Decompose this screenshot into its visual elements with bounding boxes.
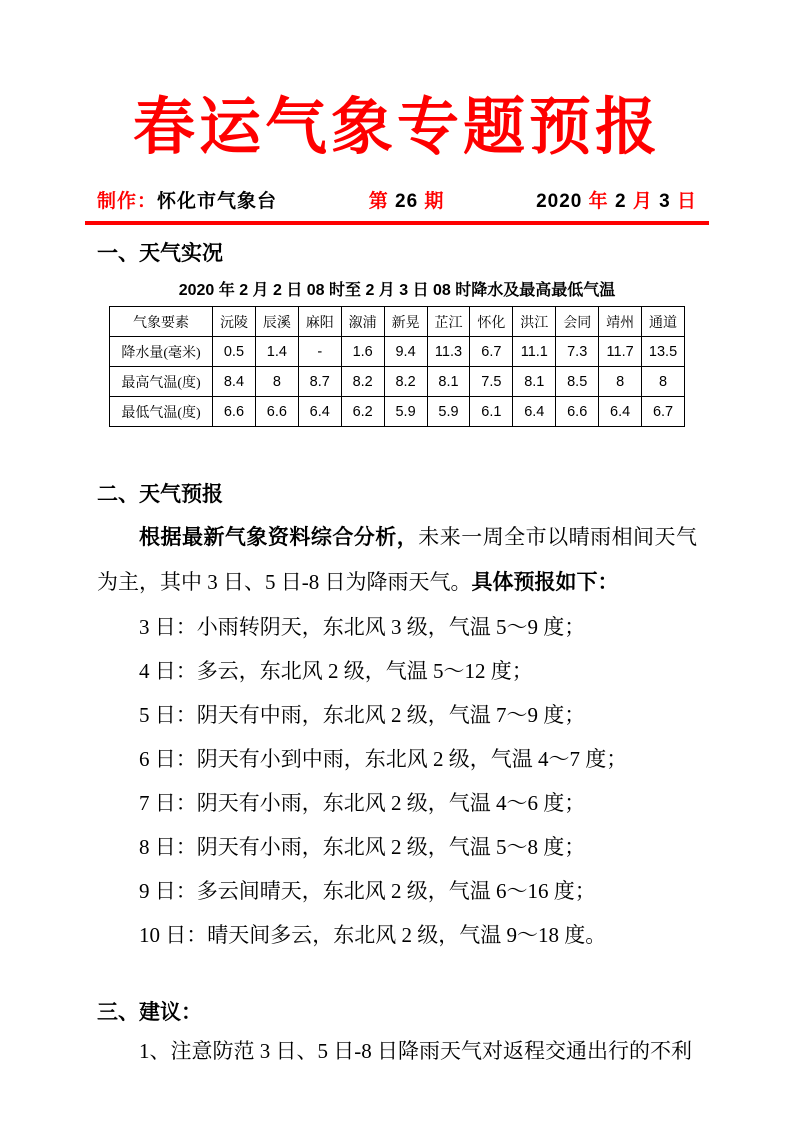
date-year-unit: 年 [588, 190, 609, 212]
table-cell: 0.5 [213, 337, 256, 367]
forecast-day-3: 3 日：小雨转阴天，东北风 3 级，气温 5～9 度； [139, 615, 586, 640]
table-cell: 8.2 [341, 367, 384, 397]
table-cell: 8 [642, 367, 685, 397]
forecast-intro-normal: 未来一周全市以晴雨相间天气为主，其中 3 日、5 日-8 日为降雨天气。 [97, 525, 698, 595]
table-header-cell: 会同 [556, 307, 599, 337]
table-header-cell: 辰溪 [255, 307, 298, 337]
section-3-heading: 三、建议： [97, 1001, 202, 1025]
table-cell: 8.4 [213, 367, 256, 397]
date-day-unit: 日 [676, 190, 697, 212]
table-cell: 11.1 [513, 337, 556, 367]
section-2-heading: 二、天气预报 [97, 483, 223, 507]
table-header-cell: 洪江 [513, 307, 556, 337]
meta-date [536, 186, 697, 213]
suggestion-item-1: 1、注意防范 3 日、5 日-8 日降雨天气对返程交通出行的不利 [139, 1038, 692, 1063]
table-cell: 6.2 [341, 397, 384, 427]
table-cell: 6.1 [470, 397, 513, 427]
table-cell: 11.7 [599, 337, 642, 367]
table-header-cell: 靖州 [599, 307, 642, 337]
forecast-day-4: 4 日：多云，东北风 2 级，气温 5～12 度； [139, 659, 533, 684]
table-header-cell: 溆浦 [341, 307, 384, 337]
table-cell: 6.4 [513, 397, 556, 427]
forecast-day-9: 9 日：多云间晴天，东北风 2 级，气温 6～16 度； [139, 879, 596, 904]
forecast-day-5: 5 日：阴天有中雨，东北风 2 级，气温 7～9 度； [139, 703, 586, 728]
table-header-row [110, 307, 685, 337]
table-header-cell: 气象要素 [110, 307, 213, 337]
table-cell: 6.6 [556, 397, 599, 427]
table-cell: 5.9 [384, 397, 427, 427]
section-1-heading: 一、天气实况 [97, 241, 223, 265]
red-divider [85, 221, 709, 225]
meta-issue [369, 186, 445, 213]
table-cell: 8.1 [513, 367, 556, 397]
table-header-cell: 怀化 [470, 307, 513, 337]
table-header-cell: 芷江 [427, 307, 470, 337]
table-row-min-temp [110, 397, 685, 427]
table-cell: 8.1 [427, 367, 470, 397]
table-cell: 9.4 [384, 337, 427, 367]
forecast-intro [97, 515, 697, 605]
row-label: 最高气温(度) [110, 367, 213, 397]
row-label: 最低气温(度) [110, 397, 213, 427]
table-header-cell: 麻阳 [298, 307, 341, 337]
forecast-day-8: 8 日：阴天有小雨，东北风 2 级，气温 5～8 度； [139, 835, 586, 860]
table-row-precipitation [110, 337, 685, 367]
table-cell: 11.3 [427, 337, 470, 367]
maker-value: 怀化市气象台 [157, 190, 278, 212]
table-cell: 6.4 [599, 397, 642, 427]
meta-row [97, 186, 697, 213]
table-cell: 6.6 [213, 397, 256, 427]
date-month: 2 [614, 190, 627, 212]
forecast-day-7: 7 日：阴天有小雨，东北风 2 级，气温 4～6 度； [139, 791, 586, 816]
forecast-day-10: 10 日：晴天间多云，东北风 2 级，气温 9～18 度。 [139, 923, 607, 948]
table-cell: 6.7 [642, 397, 685, 427]
table-cell: 8.7 [298, 367, 341, 397]
date-month-unit: 月 [632, 190, 653, 212]
date-year: 2020 [536, 190, 583, 212]
table-cell: 8.2 [384, 367, 427, 397]
meta-maker [97, 186, 277, 213]
table-header-cell: 沅陵 [213, 307, 256, 337]
table-row-max-temp [110, 367, 685, 397]
table-cell: 1.4 [255, 337, 298, 367]
table-cell: 8 [255, 367, 298, 397]
table-cell: 6.7 [470, 337, 513, 367]
table-cell: 8.5 [556, 367, 599, 397]
table-cell: - [298, 337, 341, 367]
issue-number: 26 [395, 190, 419, 212]
table-header-cell: 新晃 [384, 307, 427, 337]
table-title: 2020 年 2 月 2 日 08 时至 2 月 3 日 08 时降水及最高最低气温 [178, 282, 616, 300]
table-cell: 5.9 [427, 397, 470, 427]
row-label: 降水量(毫米) [110, 337, 213, 367]
forecast-intro-bold: 根据最新气象资料综合分析， [139, 526, 419, 550]
document-title: 春运气象专题预报 [132, 94, 661, 162]
table-cell: 7.5 [470, 367, 513, 397]
table-cell: 6.4 [298, 397, 341, 427]
issue-prefix: 第 [368, 190, 389, 212]
table-header-cell: 通道 [642, 307, 685, 337]
table-cell: 7.3 [556, 337, 599, 367]
date-day: 3 [659, 190, 671, 212]
forecast-day-6: 6 日：阴天有小到中雨，东北风 2 级，气温 4～7 度； [139, 747, 628, 772]
table-cell: 6.6 [255, 397, 298, 427]
maker-label: 制作： [97, 190, 158, 212]
table-cell: 13.5 [642, 337, 685, 367]
table-cell: 1.6 [341, 337, 384, 367]
weather-table [109, 306, 685, 427]
forecast-intro-bold-tail: 具体预报如下： [471, 571, 619, 595]
issue-suffix: 期 [424, 190, 445, 212]
table-cell: 8 [599, 367, 642, 397]
